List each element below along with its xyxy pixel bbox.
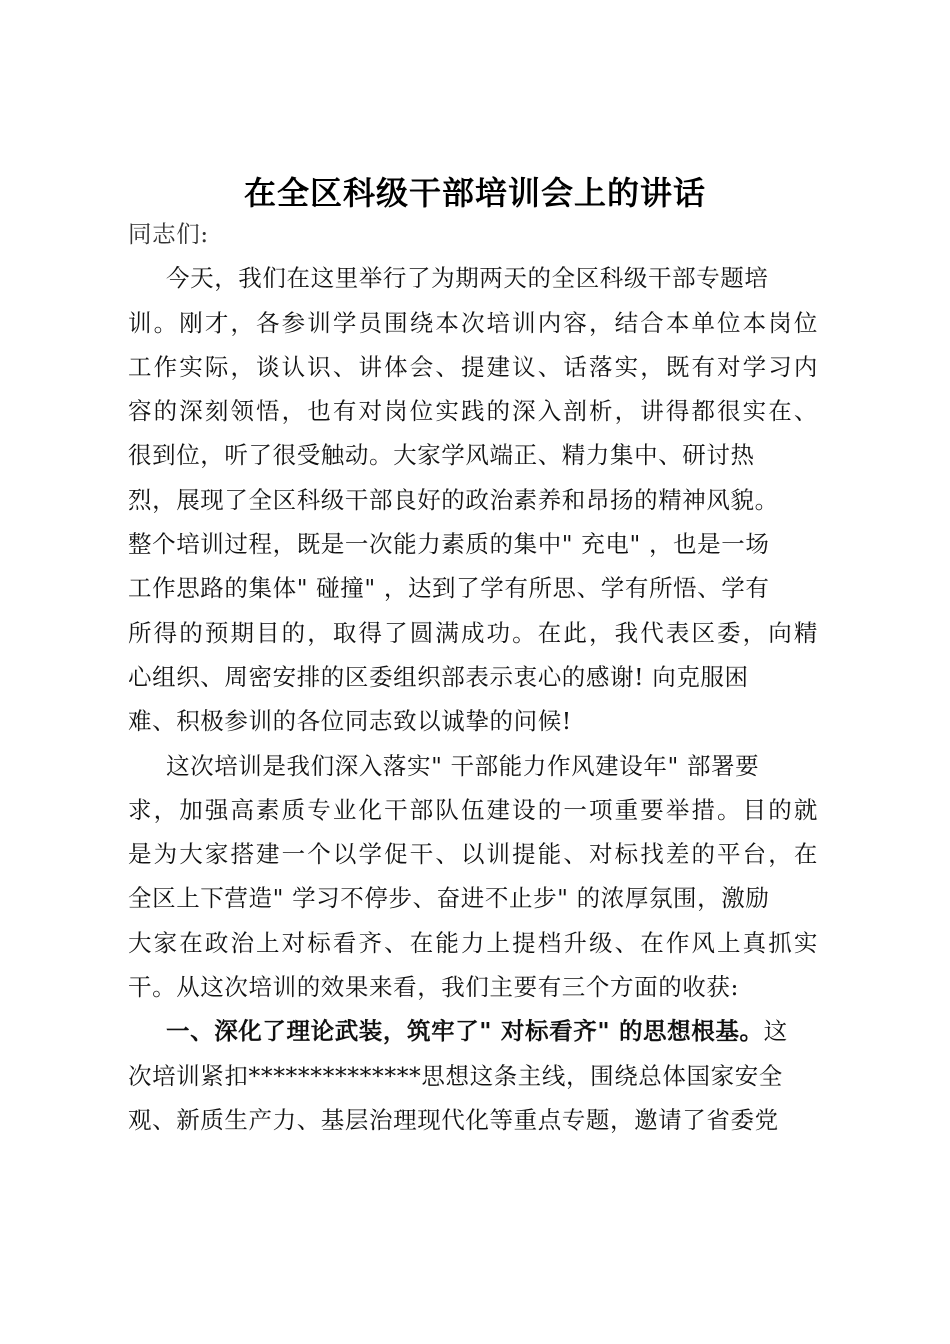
paragraph-1-line-11: 难、积极参训的各位同志致以诚挚的问候! xyxy=(128,707,572,736)
paragraph-1-line-2: 训。刚才，各参训学员围绕本次培训内容，结合本单位本岗位 xyxy=(128,308,818,337)
paragraph-3-line-1 xyxy=(128,1009,818,1053)
paragraph-1-line-10: 心组织、周密安排的区委组织部表示衷心的感谢! 向克服困 xyxy=(128,662,749,691)
paragraph-1-line-8: 工作思路的集体" 碰撞" ，达到了学有所思、学有所悟、学有 xyxy=(128,574,770,603)
paragraph-2-line-4: 全区上下营造" 学习不停步、奋进不止步" 的浓厚氛围，激励 xyxy=(128,884,770,913)
section-heading-1-tail: 这 xyxy=(763,1017,788,1046)
paragraph-1-line-3: 工作实际，谈认识、讲体会、提建议、话落实，既有对学习内 xyxy=(128,352,818,381)
paragraph-1-line-9: 所得的预期目的，取得了圆满成功。在此，我代表区委，向精 xyxy=(128,618,818,647)
paragraph-3-line-2: 次培训紧扣**************思想这条主线，围绕总体国家安全 xyxy=(128,1061,783,1090)
paragraph-2-line-3: 是为大家搭建一个以学促干、以训提能、对标找差的平台，在 xyxy=(128,840,818,869)
paragraph-2-line-1: 这次培训是我们深入落实" 干部能力作风建设年" 部署要 xyxy=(166,751,760,780)
paragraph-1-line-1: 今天，我们在这里举行了为期两天的全区科级干部专题培 xyxy=(166,264,769,293)
document-title: 在全区科级干部培训会上的讲话 xyxy=(243,174,706,212)
paragraph-2-line-5: 大家在政治上对标看齐、在能力上提档升级、在作风上真抓实 xyxy=(128,928,818,957)
paragraph-1-line-6: 烈，展现了全区科级干部良好的政治素养和昂扬的精神风貌。 xyxy=(128,485,779,514)
section-heading-1: 一、深化了理论武装，筑牢了" 对标看齐" 的思想根基。 xyxy=(166,1017,764,1046)
paragraph-1-line-7: 整个培训过程，既是一次能力素质的集中" 充电" ，也是一场 xyxy=(128,530,770,559)
paragraph-3-line-3: 观、新质生产力、基层治理现代化等重点专题，邀请了省委党 xyxy=(128,1105,779,1134)
paragraph-1-line-4: 容的深刻领悟，也有对岗位实践的深入剖析，讲得都很实在、 xyxy=(128,397,818,426)
paragraph-2-line-2: 求，加强高素质专业化干部队伍建设的一项重要举措。目的就 xyxy=(128,795,818,824)
paragraph-2-line-6: 干。从这次培训的效果来看，我们主要有三个方面的收获: xyxy=(128,973,740,1002)
salutation: 同志们: xyxy=(128,220,209,248)
paragraph-1-line-5: 很到位，听了很受触动。大家学风端正、精力集中、研讨热 xyxy=(128,441,755,470)
document-body xyxy=(128,212,818,1142)
